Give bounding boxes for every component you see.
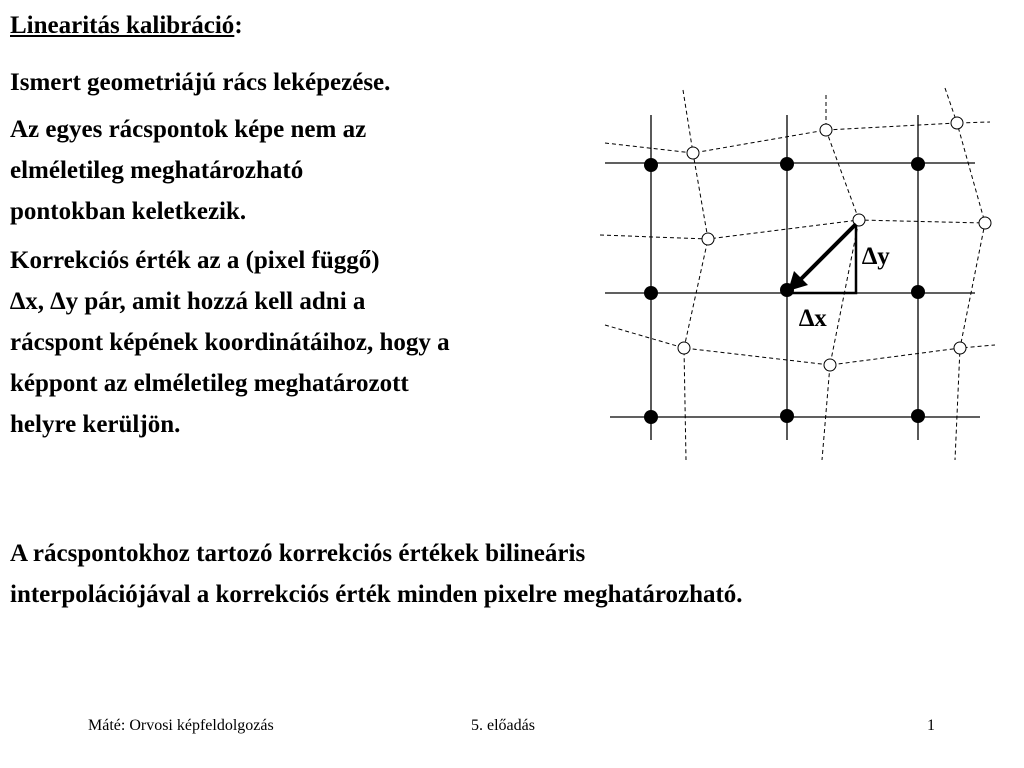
distorted-line-h-2 — [600, 220, 985, 239]
ideal-point — [644, 158, 658, 172]
distorted-point — [951, 117, 963, 129]
footer-page-number: 1 — [927, 717, 935, 734]
distorted-point — [678, 342, 690, 354]
slide-title-text: Linearitás kalibráció — [10, 12, 235, 39]
delta-x-label: ∆x — [799, 305, 827, 332]
distorted-point — [687, 147, 699, 159]
distorted-point — [979, 217, 991, 229]
text-line: képpont az elméletileg meghatározott — [10, 370, 409, 397]
ideal-points — [644, 157, 925, 424]
paragraph-grid-mapping: Ismert geometriájú rács leképezése. — [10, 69, 391, 96]
paragraph-correction-value — [10, 240, 450, 445]
slide-title-colon: : — [234, 12, 243, 39]
ideal-point — [780, 409, 794, 423]
grid-distortion-diagram — [590, 85, 1000, 470]
footer-lecture: 5. előadás — [471, 717, 535, 734]
ideal-point — [780, 157, 794, 171]
ideal-point — [911, 285, 925, 299]
text-line: Az egyes rácspontok képe nem az — [10, 116, 367, 143]
distorted-line-v-1 — [683, 90, 708, 460]
footer-author-course: Máté: Orvosi képfeldolgozás — [88, 717, 274, 734]
text-line: pontokban keletkezik. — [10, 198, 247, 225]
text-line: ∆x, ∆y pár, amit hozzá kell adni a — [10, 288, 366, 315]
text-line: A rácspontokhoz tartozó korrekciós értékek bilineáris — [10, 540, 586, 567]
distorted-point — [702, 233, 714, 245]
text-line: Korrekciós érték az a (pixel függő) — [10, 247, 380, 274]
paragraph-grid-points-distortion — [10, 109, 366, 232]
delta-y-label: ∆y — [862, 243, 890, 270]
distorted-line-v-3 — [945, 88, 985, 460]
text-line: rácspont képének koordinátáihoz, hogy a — [10, 329, 450, 356]
text-line: interpolációjával a korrekciós érték minden pixelre meghatározható. — [10, 581, 743, 608]
distorted-line-v-2 — [822, 95, 859, 460]
distorted-point — [954, 342, 966, 354]
distorted-point — [824, 359, 836, 371]
slide-title — [10, 10, 243, 42]
ideal-point — [911, 409, 925, 423]
paragraph-bilinear-interpolation — [10, 533, 743, 615]
ideal-point — [644, 286, 658, 300]
distorted-line-h-1 — [605, 122, 990, 153]
distorted-grid-lines — [600, 88, 995, 460]
ideal-point — [911, 157, 925, 171]
correction-vector — [788, 224, 856, 293]
ideal-point — [644, 410, 658, 424]
correction-arrow-shaft — [800, 224, 856, 280]
text-line: elméletileg meghatározható — [10, 157, 304, 184]
text-line: helyre kerüljön. — [10, 411, 181, 438]
distorted-point — [820, 124, 832, 136]
